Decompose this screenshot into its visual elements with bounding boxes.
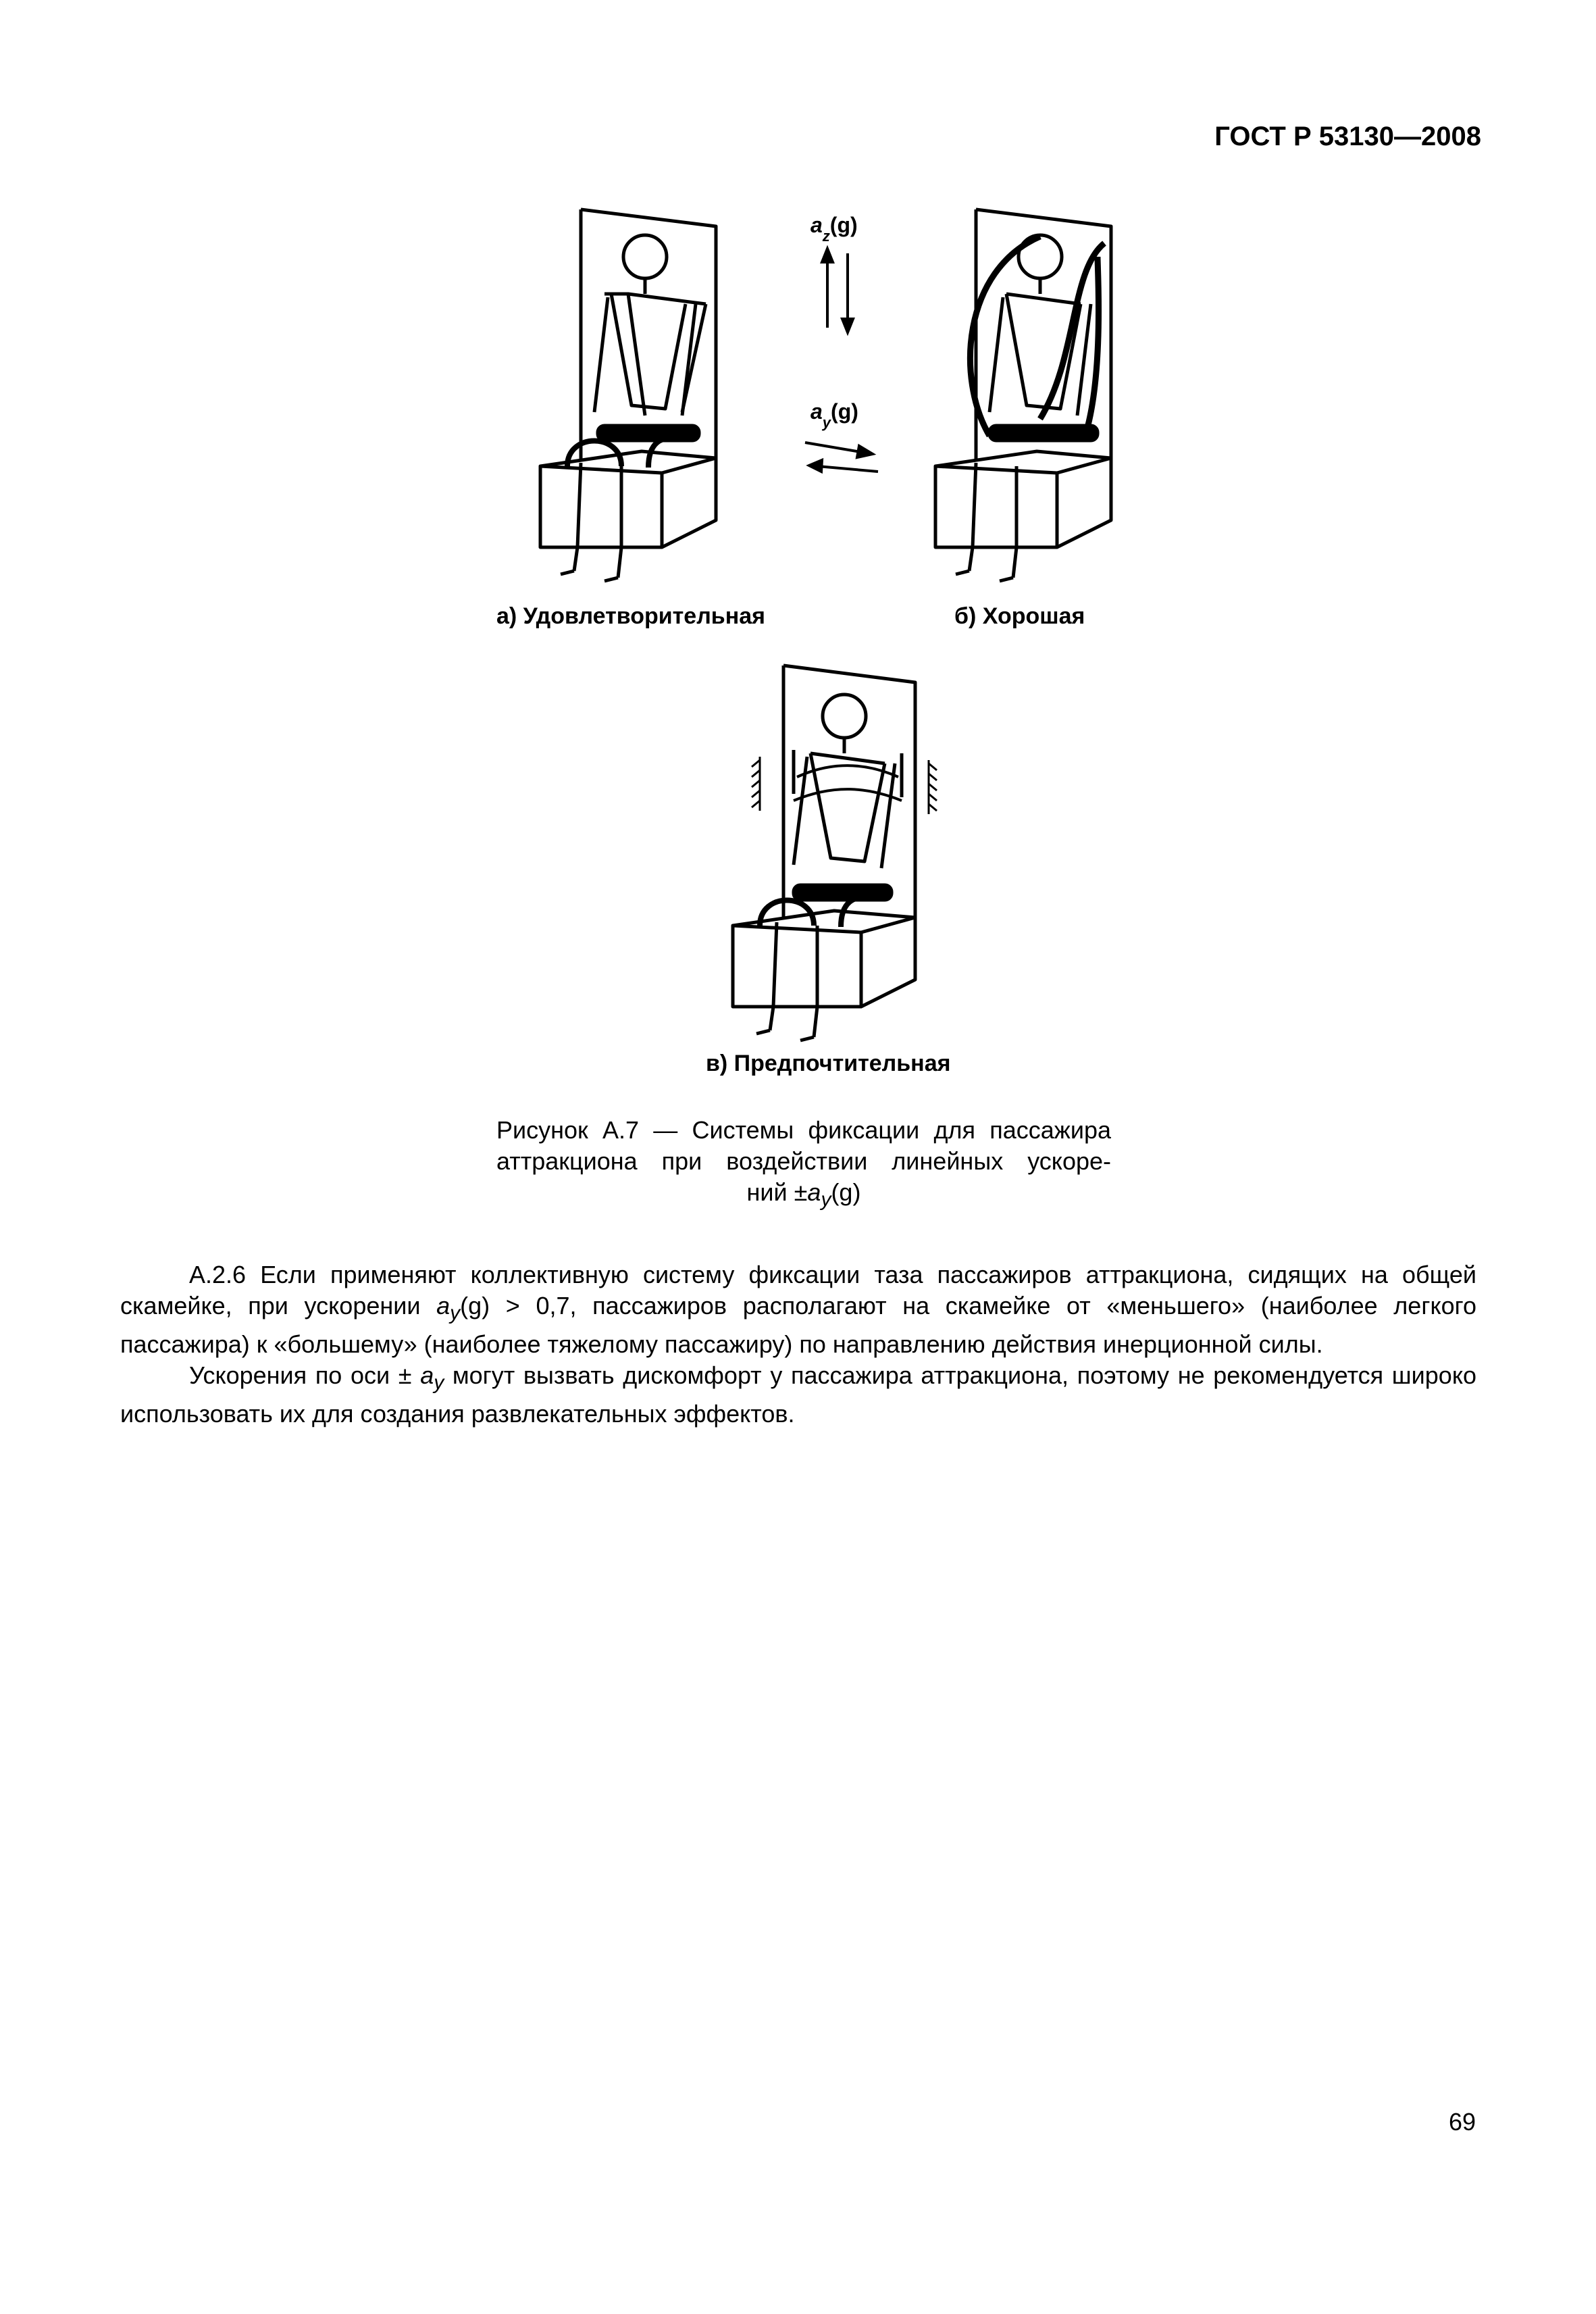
axis-z-label: $a_z(g)$ [810, 213, 858, 245]
body-text [120, 1259, 1476, 1430]
page-number: 69 [1448, 2108, 1476, 2136]
paragraph-accelerations: Ускорения по оси ± $a_y$ могут вызвать дискомфорт у пассажира аттракциона, поэтому не рекомендуется широко использовать их для создания развлекательных эффектов. [120, 1361, 1477, 1428]
document-header: ГОСТ Р 53130—2008 [1214, 122, 1481, 151]
figure-c-label: в) Предпочтительная [706, 1051, 951, 1076]
acceleration-axes [797, 213, 892, 486]
caption-line-3: ний $\pm a_y(g)$ [746, 1178, 861, 1211]
paragraph-a-2-6: А.2.6 Если применяют коллективную систему фиксации таза пассажиров аттракциона, сидящих на общей скамейке, при ускорении $a_y(g) > 0,7$, пассажиров располагают на скамейке от «меньшего» (наиболее легкого пассажира) к «большему» (наиболее тяжелому пассажиру) по направлению действия инерционной силы. [120, 1261, 1476, 1359]
axis-y-label: $a_y(g)$ [810, 399, 858, 431]
figure-c-seat-preferred [719, 662, 935, 1040]
figure-a-label: а) Удовлетворительная [496, 603, 765, 629]
caption-line-1: Рисунок А.7 — Системы фиксации для пассажира [496, 1116, 1111, 1144]
figure-a-seat-satisfactory [527, 203, 736, 581]
caption-line-2: аттракциона при воздействии линейных ускоре- [496, 1147, 1111, 1175]
figure-b-label: б) Хорошая [954, 603, 1085, 629]
figure-caption [496, 1115, 1111, 1215]
figure-b-seat-good [922, 203, 1138, 581]
